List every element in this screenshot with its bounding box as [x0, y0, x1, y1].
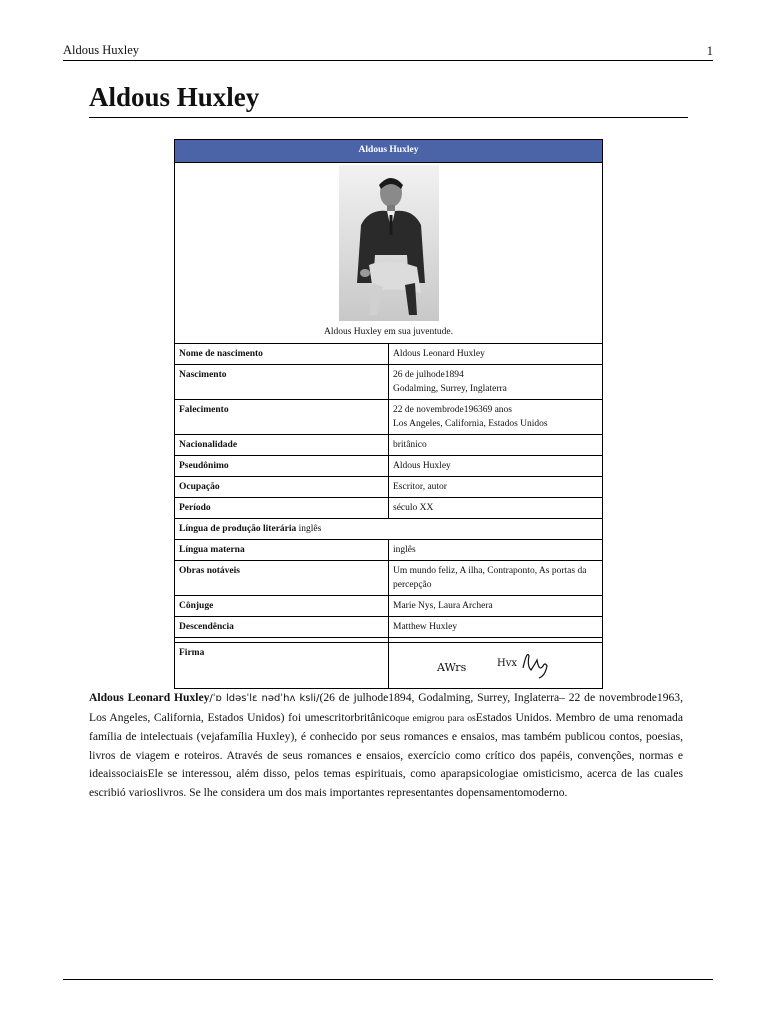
infobox-label: Firma — [175, 643, 389, 689]
infobox-label: Língua de produção literária — [179, 524, 297, 534]
running-header — [63, 42, 713, 61]
infobox-value-line2: Godalming, Surrey, Inglaterra — [393, 384, 507, 394]
infobox-value-line2: Los Angeles, California, Estados Unidos — [393, 419, 548, 429]
infobox-label: Período — [175, 498, 389, 519]
article-body — [89, 689, 683, 803]
infobox-value: Marie Nys, Laura Archera — [389, 596, 603, 617]
footer-rule — [63, 979, 713, 980]
infobox-value: Um mundo feliz, A ilha, Contraponto, As portas da percepção — [389, 561, 603, 596]
infobox-row — [175, 519, 603, 540]
infobox-label: Pseudônimo — [175, 456, 389, 477]
infobox-image-row — [175, 163, 603, 344]
article-lead-name: Aldous Leonard Huxley — [89, 691, 210, 704]
infobox-label: Cônjuge — [175, 596, 389, 617]
infobox-row — [175, 498, 603, 519]
photo-caption: Aldous Huxley em sua juventude. — [323, 327, 454, 337]
running-header-title: Aldous Huxley — [63, 43, 140, 57]
infobox-row — [175, 400, 603, 435]
infobox-value: Aldous Leonard Huxley — [389, 344, 603, 365]
infobox-value: 22 de novembrode196369 anos — [393, 405, 512, 415]
infobox-value: Matthew Huxley — [389, 617, 603, 638]
infobox-signature-row — [175, 643, 603, 689]
article-text: Estados Unidos. Membro de uma renomada família de intelectuais (vejafamília Huxley), é conhecido por seus romances e ensaios, mas também publicou contos, poesias, livros de viagem e roteiros. Através de seus romances e ensaios, exercício como crítico dos papéis, convenções, normas e ideaissociaisEle se interessou, além disso, pelos temas espirituais, como aparapsicologiae omisticismo, acerca de las cuales escribió varioslivros. Se lhe considera um dos mais importantes representantes dopensamentomoderno. — [89, 710, 683, 799]
infobox-row — [175, 596, 603, 617]
svg-text:AWrs: AWrs — [436, 661, 466, 674]
infobox-row — [175, 540, 603, 561]
infobox-value: 26 de julhode1894 — [393, 370, 464, 380]
infobox — [174, 139, 603, 689]
infobox-label: Ocupação — [175, 477, 389, 498]
infobox-label: Obras notáveis — [175, 561, 389, 596]
infobox-value: britânico — [389, 435, 603, 456]
infobox-value: Escritor, autor — [389, 477, 603, 498]
article-text-small: que emigrou para os — [395, 712, 476, 724]
infobox-row — [175, 617, 603, 638]
signature-image — [431, 646, 561, 680]
ipa-pronunciation: /ˈɒ ldəsˈlɛ nədˈhʌ ksli/ — [209, 693, 320, 704]
infobox-value: inglês — [389, 540, 603, 561]
svg-text:Hvx: Hvx — [496, 658, 517, 669]
infobox-label: Língua materna — [175, 540, 389, 561]
infobox-row — [175, 365, 603, 400]
infobox-label: Nascimento — [175, 365, 389, 400]
infobox-heading: Aldous Huxley — [175, 140, 603, 163]
infobox-value: inglês — [298, 524, 322, 534]
infobox-label: Descendência — [175, 617, 389, 638]
page-number: 1 — [706, 44, 713, 58]
infobox-row — [175, 344, 603, 365]
infobox-value: Aldous Huxley — [389, 456, 603, 477]
article-text: (26 de julhode1894, Godalming, Surrey, Inglaterra– 22 de novembrode1963, Los Angeles, California, Estados Unidos) foi umescritorbritânico — [89, 691, 683, 724]
infobox-label: Falecimento — [175, 400, 389, 435]
infobox-label: Nome de nascimento — [175, 344, 389, 365]
infobox-row — [175, 477, 603, 498]
infobox-row — [175, 435, 603, 456]
infobox-row — [175, 456, 603, 477]
infobox-value: século XX — [389, 498, 603, 519]
portrait-photo — [339, 165, 439, 321]
page-title: Aldous Huxley — [89, 80, 688, 118]
infobox-label: Nacionalidade — [175, 435, 389, 456]
infobox-header-row — [175, 140, 603, 163]
infobox-row — [175, 561, 603, 596]
